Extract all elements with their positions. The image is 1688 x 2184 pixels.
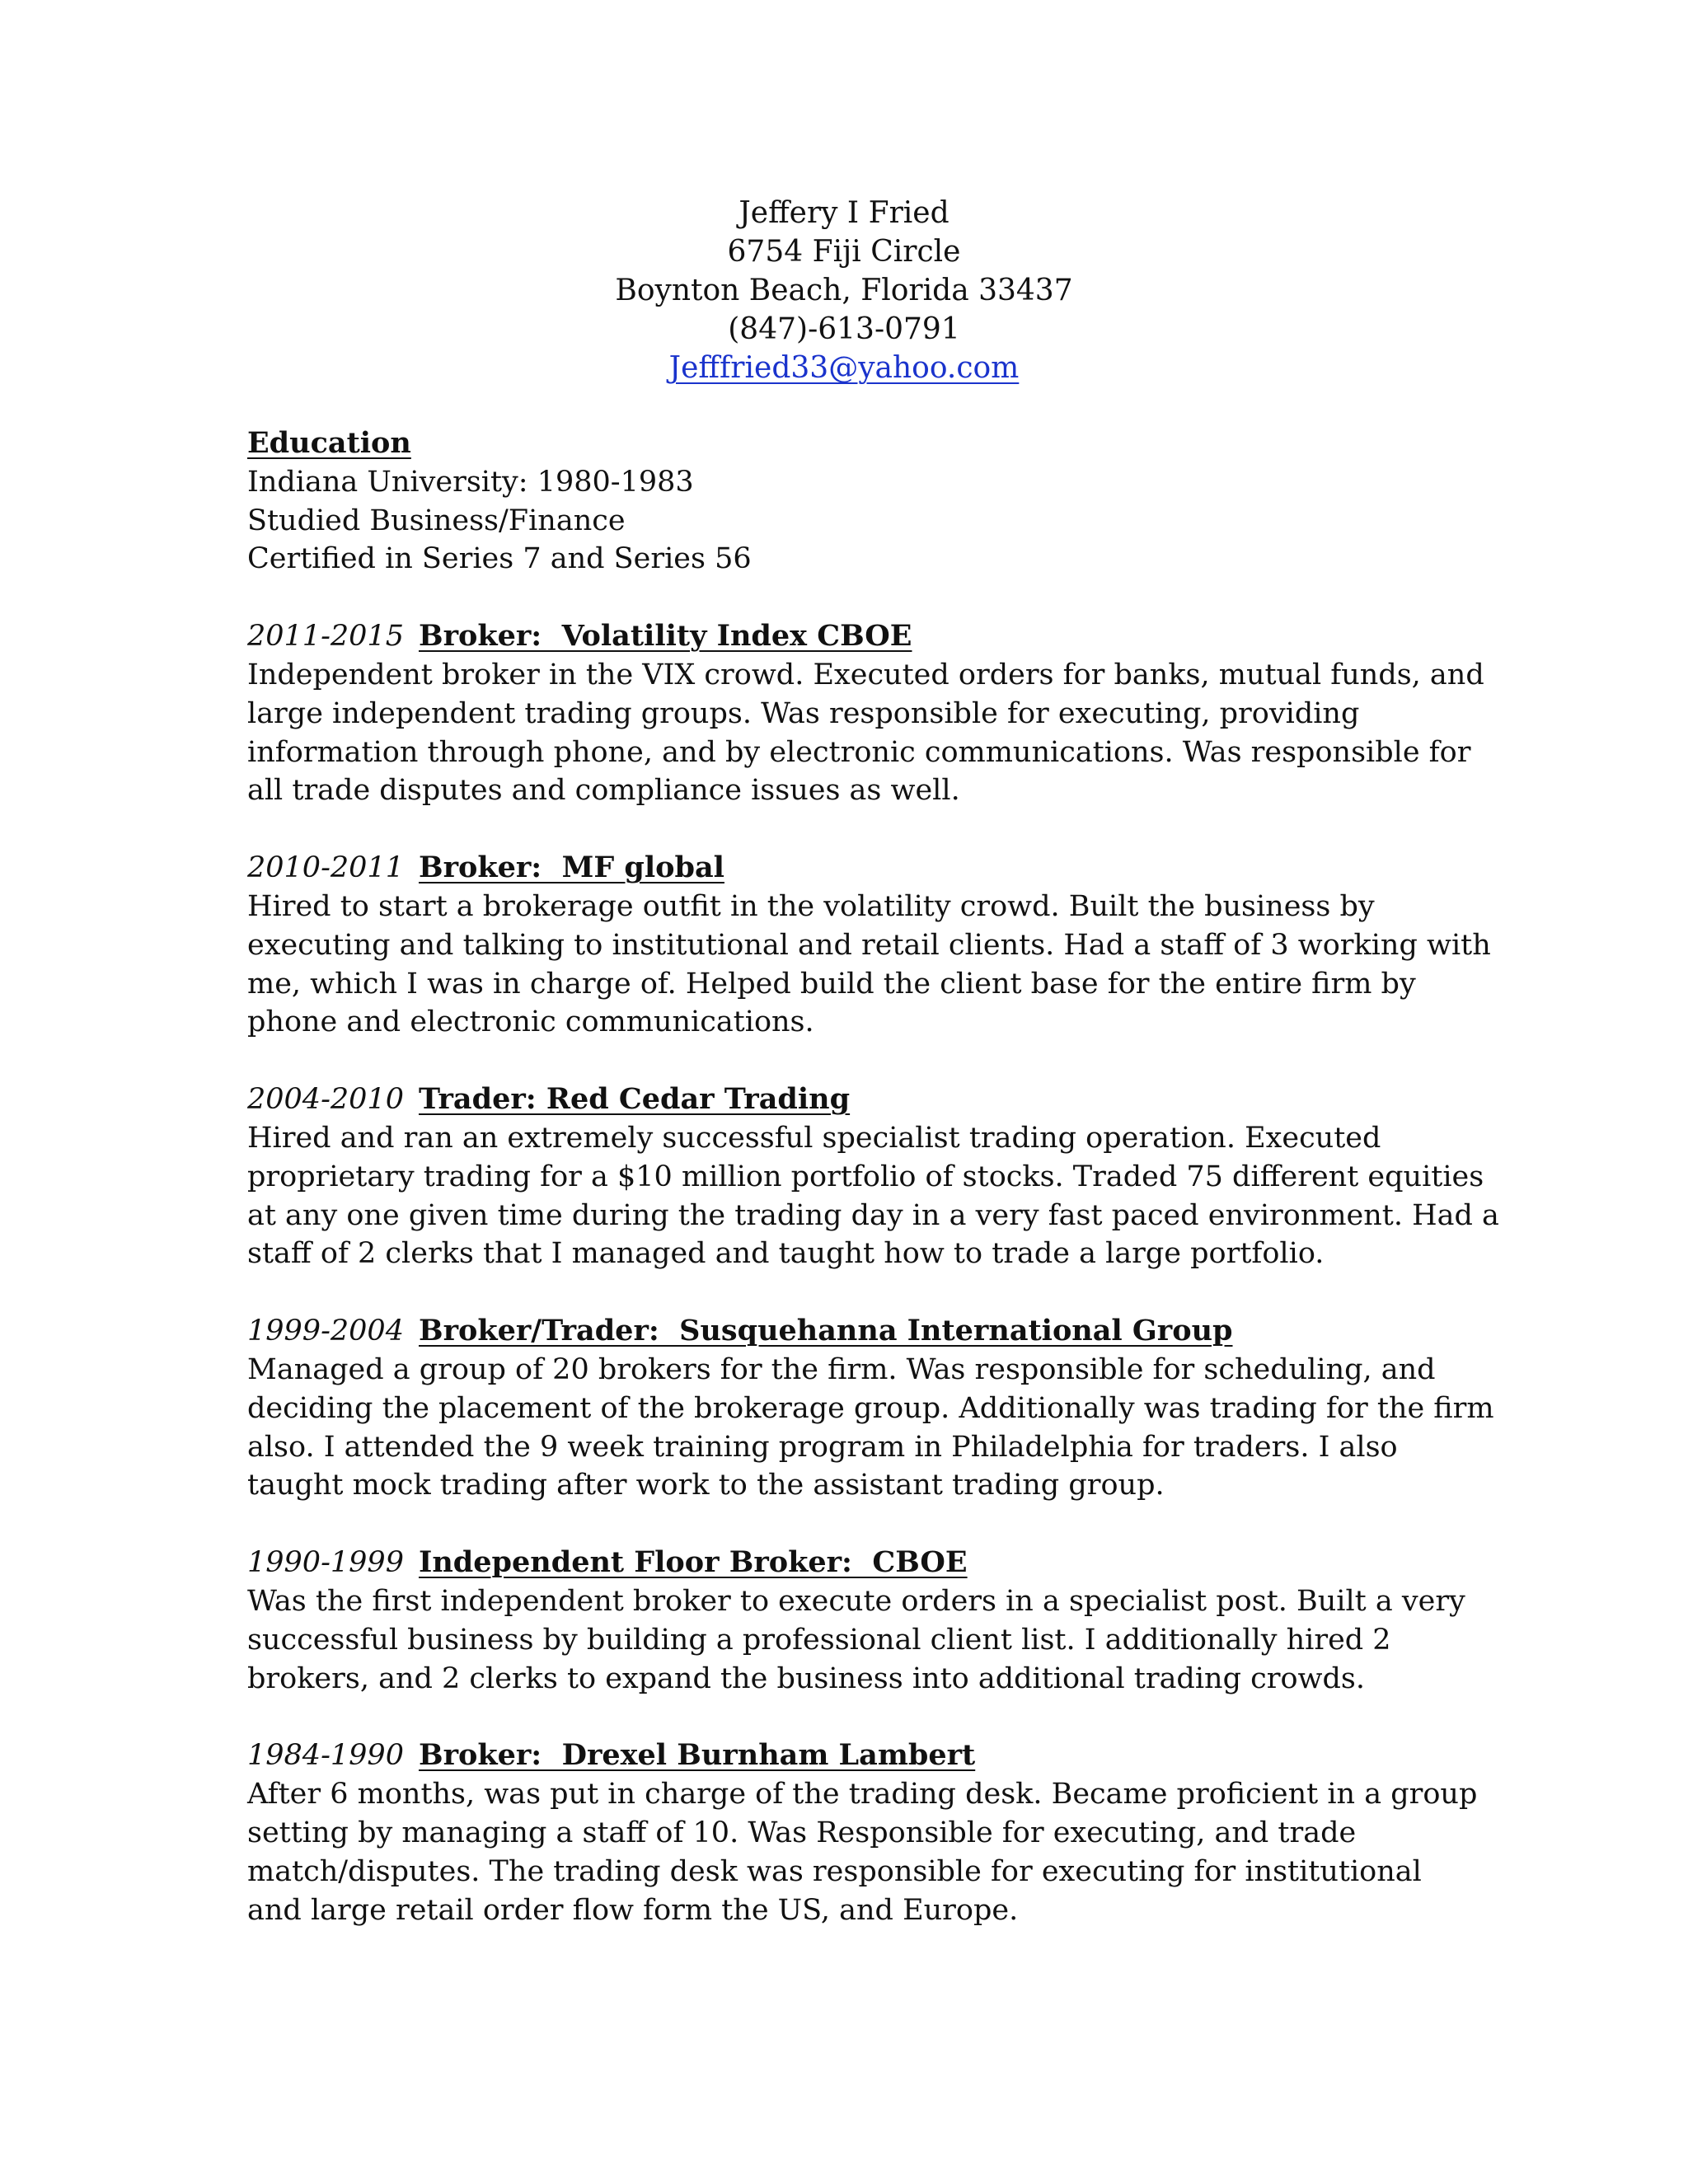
job-description-line: Independent broker in the VIX crowd. Executed orders for banks, mutual funds, and [247, 658, 1484, 691]
job-description-line: Was the first independent broker to execute orders in a specialist post. Built a very [247, 1584, 1465, 1618]
job-description-line: me, which I was in charge of. Helped build the client base for the entire firm by [247, 967, 1416, 1001]
job-entry [247, 617, 1484, 810]
contact-address-line-1: 6754 Fiji Circle [727, 235, 961, 269]
job-entry [247, 1736, 1478, 1929]
job-description-line: phone and electronic communications. [247, 1005, 814, 1039]
job-title: Broker: Drexel Burnham Lambert [418, 1738, 976, 1773]
contact-header [0, 194, 1688, 387]
job-description-line: staff of 2 clerks that I managed and taught how to trade a large portfolio. [247, 1237, 1325, 1271]
education-section [247, 424, 1451, 579]
contact-email-link[interactable]: Jefffried33@yahoo.com [668, 351, 1020, 385]
job-description-line: at any one given time during the trading day in a very fast paced environment. Had a [247, 1198, 1499, 1232]
job-title: Trader: Red Cedar Trading [418, 1082, 851, 1117]
job-header [247, 849, 1451, 888]
job-description-line: information through phone, and by electronic communications. Was responsible for [247, 735, 1471, 769]
job-description-line: successful business by building a professional client list. I additionally hired 2 [247, 1623, 1391, 1657]
job-header [247, 1544, 1451, 1582]
job-description-line: and large retail order flow form the US, and Europe. [247, 1893, 1019, 1927]
job-title: Broker/Trader: Susquehanna International Group [418, 1314, 1233, 1348]
contact-address-line-2: Boynton Beach, Florida 33437 [615, 274, 1073, 307]
job-years: 2004-2010 [247, 1083, 404, 1117]
job-entry [247, 849, 1491, 1042]
job-years: 1999-2004 [247, 1315, 404, 1348]
education-heading: Education [247, 426, 411, 460]
education-line: Certified in Series 7 and Series 56 [247, 542, 752, 576]
job-description-line: Hired to start a brokerage outfit in the volatility crowd. Built the business by [247, 889, 1375, 923]
job-entry [247, 1544, 1465, 1698]
job-description-line: executing and talking to institutional and retail clients. Had a staff of 3 working with [247, 928, 1491, 962]
job-description-line: proprietary trading for a $10 million portfolio of stocks. Traded 75 different equities [247, 1160, 1484, 1193]
job-description-line: all trade disputes and compliance issues as well. [247, 774, 960, 808]
job-description-line: match/disputes. The trading desk was responsible for executing for institutional [247, 1854, 1422, 1888]
job-header [247, 617, 1451, 656]
job-years: 2011-2015 [247, 620, 404, 654]
job-description-line: Hired and ran an extremely successful specialist trading operation. Executed [247, 1121, 1381, 1155]
job-title: Broker: MF global [418, 851, 724, 885]
job-header [247, 1080, 1451, 1119]
job-entry [247, 1080, 1499, 1273]
job-entry [247, 1312, 1494, 1505]
job-description-line: After 6 months, was put in charge of the trading desk. Became proficient in a group [247, 1778, 1478, 1811]
job-title: Broker: Volatility Index CBOE [418, 619, 912, 654]
resume-body [247, 424, 1499, 1968]
job-description-line: deciding the placement of the brokerage group. Additionally was trading for the firm [247, 1391, 1494, 1425]
job-years: 2010-2011 [247, 851, 404, 885]
job-header [247, 1736, 1451, 1775]
job-description-line: setting by managing a staff of 10. Was Responsible for executing, and trade [247, 1816, 1357, 1849]
job-years: 1984-1990 [247, 1739, 404, 1773]
education-line: Studied Business/Finance [247, 504, 626, 537]
job-header [247, 1312, 1451, 1351]
job-title: Independent Floor Broker: CBOE [418, 1545, 968, 1580]
education-line: Indiana University: 1980-1983 [247, 465, 694, 499]
job-description-line: large independent trading groups. Was responsible for executing, providing [247, 696, 1360, 730]
contact-name: Jeffery I Fried [738, 196, 950, 230]
job-description-line: taught mock trading after work to the assistant trading group. [247, 1469, 1165, 1502]
job-description-line: brokers, and 2 clerks to expand the business into additional trading crowds. [247, 1661, 1365, 1695]
contact-phone: (847)-613-0791 [728, 312, 960, 346]
job-description-line: also. I attended the 9 week training program in Philadelphia for traders. I also [247, 1430, 1398, 1464]
job-description-line: Managed a group of 20 brokers for the firm. Was responsible for scheduling, and [247, 1352, 1436, 1386]
job-years: 1990-1999 [247, 1546, 404, 1580]
